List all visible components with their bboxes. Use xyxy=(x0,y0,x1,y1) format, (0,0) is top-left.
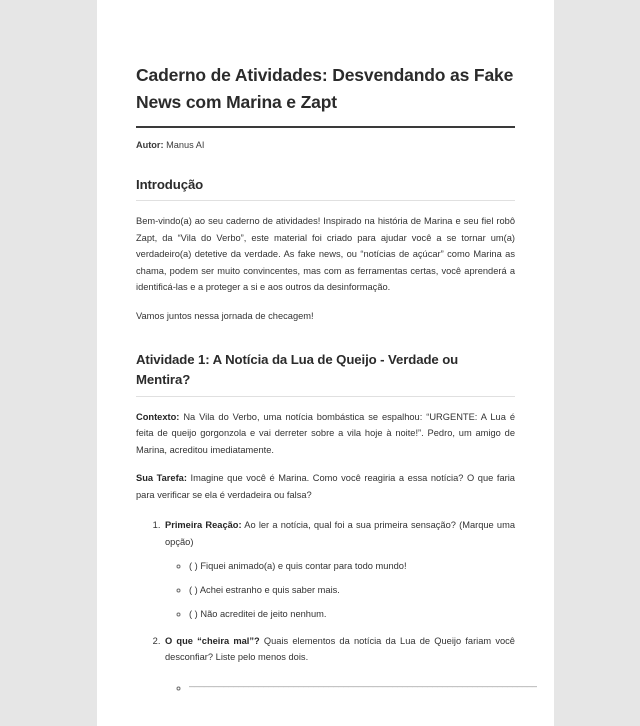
task-text: Imagine que você é Marina. Como você reagiria a essa notícia? O que faria para verificar se ela é verdadeira ou falsa? xyxy=(136,473,515,500)
document-page xyxy=(97,0,554,726)
list-item xyxy=(163,633,537,697)
question-1-options xyxy=(165,559,515,622)
context-text: Na Vila do Verbo, uma notícia bombástica se espalhou: “URGENTE: A Lua é feita de queijo gorgonzola e vai derreter sobre a vila hoje à noite!”. Pedro, um amigo de Marina, acreditou imediatamente. xyxy=(136,411,515,455)
activity-1-task xyxy=(136,470,515,503)
author-name: Manus AI xyxy=(166,140,205,151)
introducao-divider xyxy=(136,200,515,201)
option-item[interactable] xyxy=(189,607,515,623)
intro-paragraph-1: Bem-vindo(a) ao seu caderno de atividades! Inspirado na história de Marina e seu fiel robô Zapt, da “Vila do Verbo”, este material foi criado para ajudar você a se tornar um(a) verdadeiro(a) detetive da verdade. As fake news, ou “notícias de açúcar” como Marina as chama, podem ser muito convincentes, mas com as ferramentas certas, você aprenderá a identificá-las e a proteger a si e aos outros da desinformação. xyxy=(136,216,515,293)
section-spacer xyxy=(136,336,515,350)
context-label: Contexto: xyxy=(136,411,180,422)
section-heading-atividade-1: Atividade 1: A Notícia da Lua de Queijo - Verdade ou Mentira? xyxy=(136,352,459,388)
question-2-label: O que “cheira mal”? xyxy=(165,635,260,646)
intro-paragraph-2: Vamos juntos nessa jornada de checagem! xyxy=(136,310,314,321)
activity-1-question-list xyxy=(136,517,537,696)
option-label: ( ) Achei estranho e quis saber mais. xyxy=(189,585,340,596)
answer-line-item[interactable] xyxy=(189,675,537,697)
answer-blank-line: ______________________________________________________________________ xyxy=(189,676,537,687)
activity-1-context xyxy=(136,409,515,459)
document-content xyxy=(136,62,537,696)
option-item[interactable] xyxy=(189,559,515,575)
option-label: ( ) Não acreditei de jeito nenhum. xyxy=(189,608,327,619)
author-label: Autor: xyxy=(136,140,164,151)
title-divider xyxy=(136,126,515,128)
question-2-answer-lines xyxy=(165,675,537,697)
page-title: Caderno de Atividades: Desvendando as Fake News com Marina e Zapt xyxy=(136,65,514,113)
option-label: ( ) Fiquei animado(a) e quis contar para todo mundo! xyxy=(189,561,407,572)
section-heading-introducao: Introdução xyxy=(136,177,204,193)
author-line xyxy=(136,139,515,153)
list-item xyxy=(163,517,515,622)
task-label: Sua Tarefa: xyxy=(136,473,187,484)
question-2-text: Quais elementos da notícia da Lua de Queijo fariam você desconfiar? Liste pelo menos dois. xyxy=(165,635,515,663)
option-item[interactable] xyxy=(189,583,515,599)
atividade-1-divider xyxy=(136,396,515,397)
question-1-text: Ao ler a notícia, qual foi a sua primeira sensação? (Marque uma opção) xyxy=(165,520,515,547)
question-1-label: Primeira Reação: xyxy=(165,520,242,531)
